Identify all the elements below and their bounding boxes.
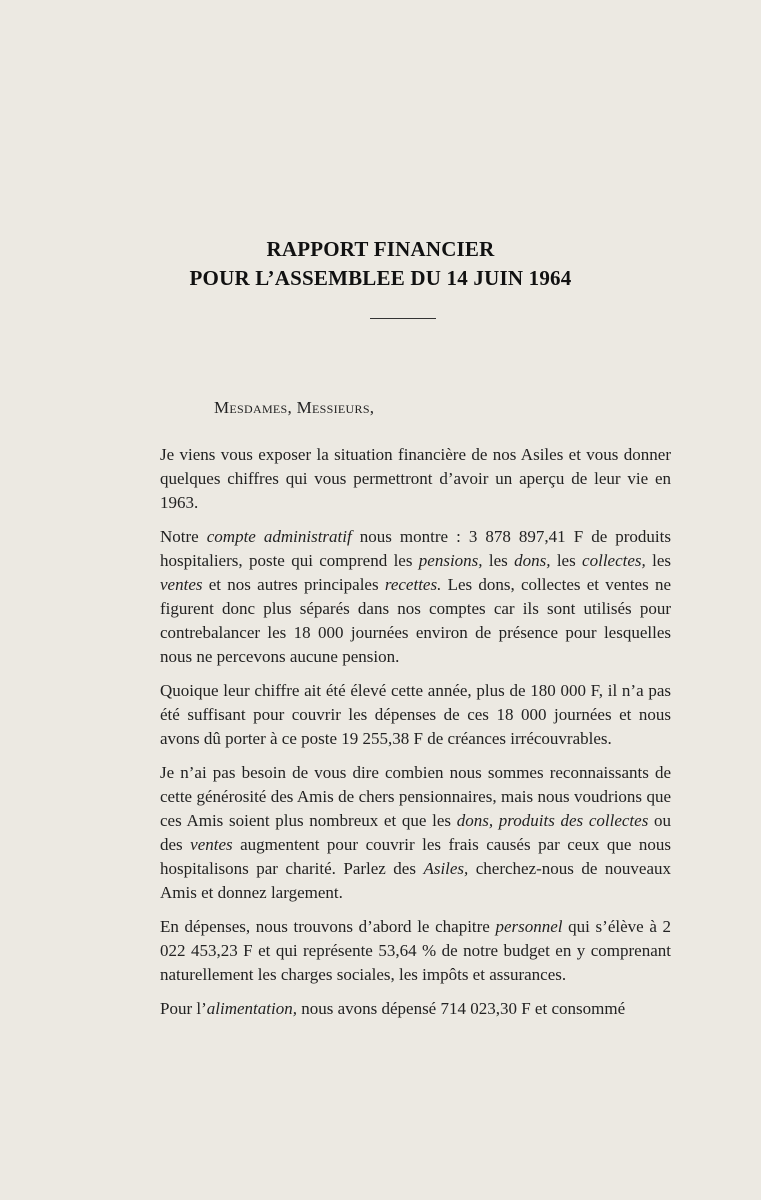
- text-run: nous montre : 3 878 897,41 F de produits hospitaliers, poste qui comprend les: [160, 527, 671, 570]
- italic-term: dons, produits des collectes: [456, 811, 649, 830]
- paragraph: [160, 679, 671, 751]
- report-title: RAPPORT FINANCIER: [266, 237, 495, 261]
- text-run: augmentent pour couvrir les frais causés par ceux que nous hospitalisons par charité. Parlez des: [160, 835, 671, 878]
- paragraph: [160, 997, 671, 1021]
- text-run: Notre: [160, 527, 207, 546]
- italic-term: alimentation,: [206, 999, 297, 1018]
- text-run: ou des: [160, 811, 672, 854]
- text-run: Les dons, collectes et ventes ne figurent donc plus séparés dans nos comptes car ils sont utilisés pour contrebalancer les 18 000 journées environ de présence pour lesquelles nous ne percevons aucune pension.: [160, 575, 672, 666]
- italic-term: collectes,: [582, 551, 646, 570]
- italic-term: compte administratif: [206, 527, 352, 546]
- italic-term: ventes: [190, 835, 233, 854]
- text-run: En dépenses, nous trouvons d’abord le chapitre: [160, 917, 496, 936]
- text-run: les: [482, 551, 515, 570]
- text-run: Je viens vous exposer la situation financière de nos Asiles et vous donner quelques chiffres qui vous permettront d’avoir un aperçu de leur vie en 1963.: [160, 445, 671, 512]
- paragraph: [160, 915, 671, 987]
- text-run: les: [645, 551, 671, 570]
- italic-term: personnel: [495, 917, 563, 936]
- text-run: qui s’élève à 2 022 453,23 F et qui représente 53,64 % de notre budget en y comprenant naturellement les charges sociales, les impôts et assurances.: [160, 917, 671, 984]
- italic-term: Asiles,: [423, 859, 469, 878]
- text-run: nous avons dépensé 714 023,30 F et consommé: [296, 999, 626, 1018]
- paragraph: [160, 443, 671, 515]
- salutation: Mesdames, Messieurs,: [214, 398, 375, 417]
- italic-term: recettes.: [384, 575, 442, 594]
- title-divider: [370, 318, 436, 319]
- report-body: [160, 443, 671, 1031]
- text-run: les: [550, 551, 583, 570]
- italic-term: pensions,: [418, 551, 483, 570]
- text-run: et nos autres principales: [202, 575, 385, 594]
- paragraph: [160, 525, 671, 669]
- italic-term: dons,: [514, 551, 551, 570]
- text-run: Pour l’: [160, 999, 207, 1018]
- report-subtitle: POUR L’ASSEMBLEE DU 14 JUIN 1964: [189, 266, 572, 290]
- italic-term: ventes: [160, 575, 203, 594]
- text-run: Quoique leur chiffre ait été élevé cette année, plus de 180 000 F, il n’a pas été suffisant pour couvrir les dépenses de ces 18 000 journées et nous avons dû porter à ce poste 19 255,38 F de créances irrécouvrables.: [160, 681, 671, 748]
- text-run: cherchez-nous de nouveaux Amis et donnez largement.: [160, 859, 671, 902]
- text-run: Je n’ai pas besoin de vous dire combien nous sommes reconnaissants de cette générosité des Amis de chers pensionnaires, mais nous voudrions que ces Amis soient plus nombreux et que les: [160, 763, 671, 830]
- paragraph: [160, 761, 671, 905]
